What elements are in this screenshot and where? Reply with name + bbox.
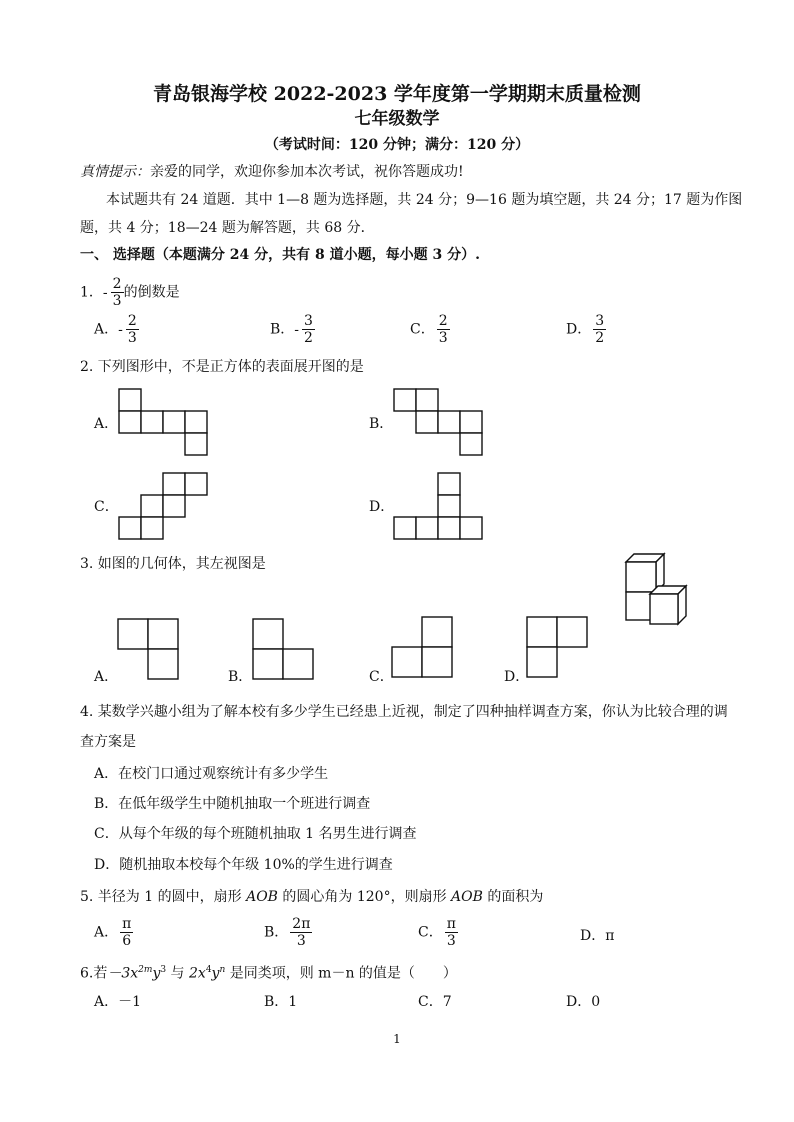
q2-label-b[interactable]: B． bbox=[369, 416, 394, 432]
q2-net-a[interactable] bbox=[118, 388, 210, 458]
intro-line-1: 本试题共有 24 道题．其中 1—8 题为选择题，共 24 分；9—16 题为填空题，共 24 分；17 题为作图 bbox=[106, 192, 743, 208]
frac-num: 2 bbox=[438, 313, 448, 329]
option-text: π bbox=[605, 928, 615, 944]
q2-net-b[interactable] bbox=[393, 388, 485, 458]
frac-num: 3 bbox=[304, 313, 313, 329]
q5-stem bbox=[80, 888, 543, 906]
q1-number: 1． bbox=[80, 284, 103, 301]
option-label: A． bbox=[94, 924, 119, 941]
q3-label-d[interactable]: D． bbox=[504, 669, 530, 685]
q6-term2: 2x bbox=[189, 965, 206, 982]
q6-exp1: 2m bbox=[138, 965, 153, 975]
option-fraction bbox=[302, 313, 315, 346]
q2-label-a[interactable]: A． bbox=[94, 416, 119, 432]
q3-view-c[interactable] bbox=[391, 616, 455, 678]
option-label: D． bbox=[580, 928, 606, 944]
q3-stem: 3. 如图的几何体，其左视图是 bbox=[80, 556, 266, 572]
tip-label: 真情提示： bbox=[80, 164, 150, 180]
q6-term1b: y bbox=[152, 965, 161, 982]
section-heading: 一、 选择题（本题满分 24 分，共有 8 道小题，每小题 3 分）. bbox=[80, 247, 480, 263]
q6-stem bbox=[80, 961, 457, 983]
q2-net-d[interactable] bbox=[393, 472, 485, 542]
q3-label-a[interactable]: A． bbox=[94, 669, 119, 685]
option-label: D． bbox=[566, 321, 592, 338]
q1-frac-den: 3 bbox=[112, 293, 122, 309]
q3-label-b[interactable]: B． bbox=[228, 669, 253, 685]
option-fraction bbox=[120, 916, 133, 949]
exam-subtitle: 七年级数学 bbox=[354, 109, 440, 129]
option-label: B． bbox=[270, 321, 295, 338]
frac-num: π bbox=[446, 916, 456, 932]
q5-stem-a: 5. 半径为 1 的圆中，扇形 bbox=[80, 889, 247, 905]
option-sign: - bbox=[118, 321, 123, 338]
q2-net-c[interactable] bbox=[118, 472, 210, 542]
q1-frac-num: 2 bbox=[112, 276, 122, 292]
q4-option-c[interactable]: C．从每个年级的每个班随机抽取 1 名男生进行调查 bbox=[94, 826, 417, 842]
q6-term2b: y bbox=[211, 965, 220, 982]
frac-num: 2 bbox=[127, 313, 137, 329]
frac-num: π bbox=[122, 916, 132, 932]
q6-exp2: 4 bbox=[205, 965, 212, 975]
q1-option-b[interactable] bbox=[270, 313, 315, 346]
q5-option-d[interactable] bbox=[580, 927, 614, 945]
q4-option-d[interactable]: D．随机抽取本校每个年级 10%的学生进行调查 bbox=[94, 857, 393, 873]
q4-stem-2: 查方案是 bbox=[80, 734, 136, 750]
q3-view-b[interactable] bbox=[252, 618, 316, 680]
q6-option-b[interactable]: B．1 bbox=[264, 994, 298, 1010]
option-label: A． bbox=[94, 321, 119, 338]
q3-label-c[interactable]: C． bbox=[369, 669, 394, 685]
q6-prefix: 6.若 bbox=[80, 965, 108, 982]
option-fraction bbox=[290, 916, 312, 949]
q1-option-c[interactable] bbox=[410, 313, 450, 346]
frac-den: 6 bbox=[122, 933, 132, 949]
q6-option-d[interactable]: D．0 bbox=[566, 994, 601, 1010]
frac-num: 2π bbox=[292, 916, 311, 932]
frac-den: 2 bbox=[595, 330, 605, 346]
q6-exp1b: 3 bbox=[160, 965, 167, 975]
frac-den: 3 bbox=[296, 933, 306, 949]
tip-text: 亲爱的同学，欢迎你参加本次考试，祝你答题成功! bbox=[150, 164, 464, 180]
exam-title: 青岛银海学校 2022-2023 学年度第一学期期末质量检测 bbox=[153, 83, 641, 105]
q1-option-a[interactable] bbox=[94, 313, 139, 346]
q5-aob-2: AOB bbox=[451, 889, 483, 905]
q5-aob: AOB bbox=[246, 889, 278, 905]
option-label: B． bbox=[264, 924, 289, 941]
frac-den: 3 bbox=[446, 933, 456, 949]
option-label: C． bbox=[418, 924, 443, 941]
q5-stem-c: 的面积为 bbox=[482, 889, 544, 905]
page-number: 1 bbox=[393, 1032, 401, 1046]
q5-option-c[interactable] bbox=[418, 916, 458, 949]
q6-option-c[interactable]: C．7 bbox=[418, 994, 452, 1010]
q3-view-a[interactable] bbox=[117, 618, 181, 680]
q1-fraction bbox=[111, 276, 124, 309]
tip-line bbox=[80, 163, 464, 181]
frac-den: 3 bbox=[438, 330, 448, 346]
q2-stem: 2. 下列图形中，不是正方体的表面展开图的是 bbox=[80, 359, 364, 375]
q6-suffix: 是同类项，则 m－n 的值是（ ） bbox=[225, 965, 457, 982]
q1-neg: - bbox=[102, 284, 108, 301]
frac-den: 2 bbox=[304, 330, 313, 346]
q4-option-b[interactable]: B．在低年级学生中随机抽取一个班进行调查 bbox=[94, 796, 371, 812]
frac-den: 3 bbox=[127, 330, 137, 346]
option-sign: - bbox=[294, 321, 300, 338]
option-fraction bbox=[437, 313, 450, 346]
q6-exp2b: n bbox=[219, 965, 226, 975]
option-fraction bbox=[593, 313, 606, 346]
q2-label-c[interactable]: C． bbox=[94, 499, 119, 515]
frac-num: 3 bbox=[595, 313, 605, 329]
q5-option-b[interactable] bbox=[264, 916, 312, 949]
q6-term1: －3x bbox=[107, 965, 139, 982]
q4-option-a[interactable]: A．在校门口通过观察统计有多少学生 bbox=[94, 766, 329, 782]
q5-option-a[interactable] bbox=[94, 916, 133, 949]
q2-label-d[interactable]: D． bbox=[369, 499, 395, 515]
q3-solid-figure bbox=[620, 550, 692, 630]
q6-option-a[interactable]: A．－1 bbox=[94, 994, 142, 1010]
option-label: C． bbox=[410, 321, 435, 338]
exam-info: （考试时间：120 分钟；满分：120 分） bbox=[264, 137, 530, 153]
q1-stem bbox=[80, 276, 180, 309]
option-fraction bbox=[126, 313, 139, 346]
q5-stem-b: 的圆心角为 120°，则扇形 bbox=[277, 889, 452, 905]
q1-stem-tail: 的倒数是 bbox=[123, 284, 180, 301]
q1-option-d[interactable] bbox=[566, 313, 606, 346]
intro-line-2: 题，共 4 分；18—24 题为解答题，共 68 分． bbox=[80, 220, 375, 236]
q6-mid: 与 bbox=[166, 965, 189, 982]
q4-stem-1: 4. 某数学兴趣小组为了解本校有多少学生已经患上近视，制定了四种抽样调查方案，你认为比较合理的调 bbox=[80, 704, 728, 720]
q3-view-d[interactable] bbox=[526, 616, 590, 678]
option-fraction bbox=[445, 916, 458, 949]
